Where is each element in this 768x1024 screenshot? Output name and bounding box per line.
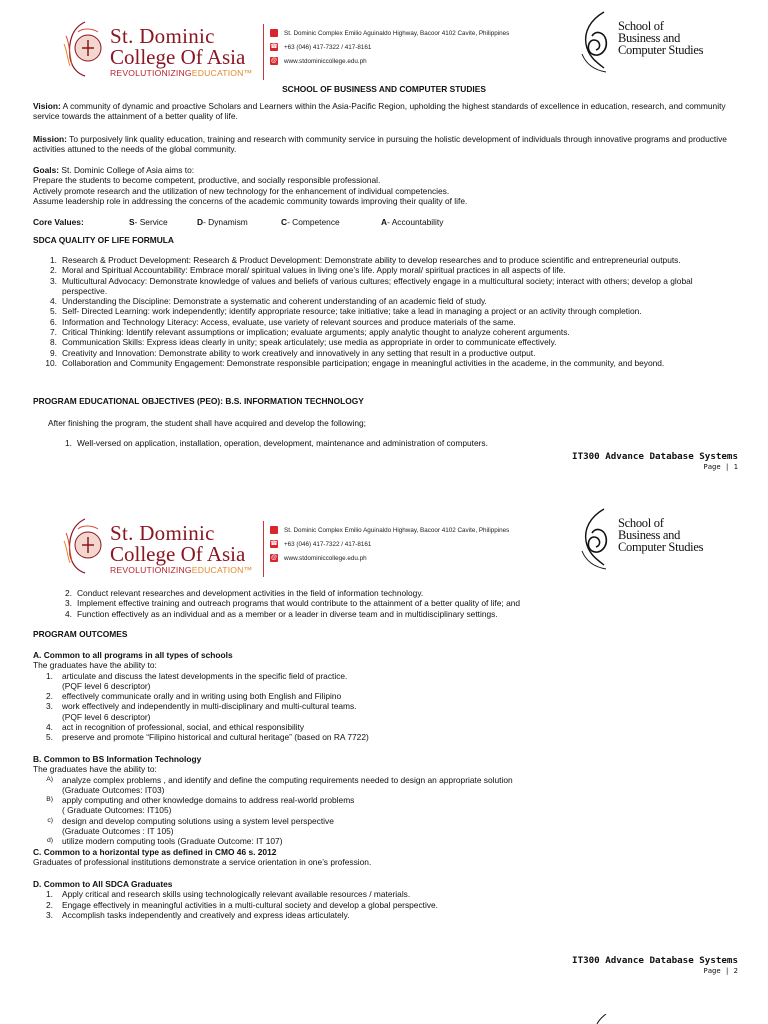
list-item: 10. Collaboration and Community Engagement: Demonstrate responsible participation; engage in meaningful activities in the academe, in the community, and beyond. [45,357,665,368]
outcomes-b [33,754,739,867]
website-text: www.stdominiccollege.edu.ph [284,58,367,65]
list-item: 4. Function effectively as an individual and as a member or a leader in diverse team and in multidisciplinary settings. [65,608,498,619]
list-item: 2. effectively communicate orally and in writing using both English and Filipino [46,691,342,702]
vision-label: Vision: [33,101,61,111]
address-text: St. Dominic Complex Emilio Aguinaldo Highway, Bacoor 4102 Cavite, Philippines [284,30,510,37]
list-item: 1. Research & Product Development: Research & Product Development: Demonstrate ability to develop researches and to produce scientific and entrepreneurial outputs. [50,255,681,265]
outcomes-d [33,879,739,920]
contact-block [270,27,548,69]
college-name-line2: College Of Asia [110,542,246,566]
list-item: c) design and develop computing solutions using a system level perspective (Graduate Outcomes : IT 105) [47,815,334,837]
list-item: 4. act in recognition of professional, social, and ethical responsibility [46,722,305,733]
outcomes-a [33,650,739,743]
page-header [0,0,768,88]
list-item: 3. work effectively and independently in multi-disciplinary and multi-cultural teams. (PQF level 6 descriptor) [46,701,357,722]
section-a-heading: A. Common to all programs in all types of schools [33,650,233,660]
section-a-list [33,671,739,743]
page-footer [572,955,738,976]
list-item: 6. Information and Technology Literacy: Access, evaluate, use variety of relevant sources and produce materials of the same. [50,316,516,327]
core-value-item: D- Dynamism [197,217,248,227]
goals-label: Goals: [33,165,60,175]
mission-paragraph [33,134,739,155]
list-item: 1. Apply critical and research skills using technologically relevant available resources / materials. [46,889,411,900]
section-a-intro: The graduates have the ability to: [33,660,157,671]
school-emblem-icon [576,507,620,573]
list-item: 4. Understanding the Discipline: Demonstrate a systematic and coherent understanding of an academic field of study. [50,296,487,307]
vision-text: A community of dynamic and proactive Scholars and Learners within the Asia-Pacific Region, upholding the highest standards of excellence in education, research, and community service towards the attainment of a better quality of life. [33,101,726,122]
section-b-list [33,775,739,847]
vision-paragraph [33,101,739,122]
college-name-line1: St. Dominic [110,24,215,48]
school-logo-text: School of Business and Computer Studies [618,19,704,57]
list-item: 7. Critical Thinking: Identify relevant assumptions or implication; evaluate arguments; apply analytic thought to analyze coherent arguments. [50,327,570,338]
school-logo-text: School of Business and Computer Studies [618,516,704,554]
list-item: 2. Engage effectively in meaningful activities in a multi-cultural society and develop a global perspective. [46,899,438,910]
list-item: 3. Implement effective training and outreach programs that would contribute to the attainment of a better quality of life; and [65,598,521,609]
page-1 [0,0,768,480]
college-crest-icon [62,18,108,80]
school-logo [576,507,756,577]
tagline-part1: REVOLUTIONIZING [110,565,192,575]
website-text: www.stdominiccollege.edu.ph [284,555,367,562]
qol-heading: SDCA QUALITY OF LIFE FORMULA [33,235,174,245]
list-item: 8. Communication Skills: Express ideas clearly in unity; speak articulately; use media as appropriate in order to communicate effectively. [50,337,557,348]
peo-heading: PROGRAM EDUCATIONAL OBJECTIVES (PEO): B.S. INFORMATION TECHNOLOGY [33,396,364,406]
college-logo [62,515,262,577]
peo-list [48,438,738,448]
mission-text: To purposively link quality education, training and research with community service in pursuing the holistic development of individuals through innovative programs and productive activities attuned to the needs of the global community. [33,134,727,155]
list-item: 9. Creativity and Innovation: Demonstrate ability to work creatively and innovatively in any setting that result in a productive output. [50,347,536,358]
goals-line: Prepare the students to become competent, productive, and socially responsible professional. [33,175,381,186]
course-title: IT300 Advance Database Systems [572,451,738,462]
phone-icon: ☎ [270,44,278,51]
peo-intro: After finishing the program, the student shall have acquired and develop the following; [48,418,366,428]
outcomes-heading: PROGRAM OUTCOMES [33,629,128,639]
list-item: 3. Multicultural Advocacy: Demonstrate knowledge of values and beliefs of various cultures; effectively engage in a multicultural society; interact with others; develop a global perspective. [50,275,693,296]
page-header [0,497,768,585]
list-item: 5. Self- Directed Learning: work independently; identify appropriate resource; take initiative; take a lead in managing a project or an activity through completion. [50,306,642,317]
list-item: 2. Moral and Spiritual Accountability: Embrace moral/ spiritual values in living one’s life. Apply moral/ spiritual practices in all aspects of life. [50,265,566,276]
header-divider [263,24,264,80]
location-icon [270,526,278,534]
section-d-heading: D. Common to All SDCA Graduates [33,879,173,889]
list-item: 1. articulate and discuss the latest developments in the specific field of practice. (PQF level 6 descriptor) [46,670,348,691]
section-d-list [33,889,739,920]
college-logo [62,18,262,80]
next-page-emblem-fragment-icon [594,1014,608,1024]
address-text: St. Dominic Complex Emilio Aguinaldo Highway, Bacoor 4102 Cavite, Philippines [284,527,510,534]
tagline-part2: EDUCATION™ [191,565,253,575]
phone-icon: ☎ [270,541,278,548]
page-2 [0,497,768,997]
qol-list [33,255,739,368]
list-item: 5. preserve and promote “Filipino historical and cultural heritage” (based on RA 7722) [46,732,369,743]
section-c-heading: C. Common to a horizontal type as defined in CMO 46 s. 2012 [33,846,277,857]
college-name-line2: College Of Asia [110,45,246,69]
phone-text: +63 (046) 417-7322 / 417-8161 [284,44,372,51]
web-icon: @ [270,58,278,65]
college-name-line1: St. Dominic [110,521,215,545]
document-title: SCHOOL OF BUSINESS AND COMPUTER STUDIES [282,84,486,94]
core-values-label: Core Values: [33,217,84,227]
section-b-intro: The graduates have the ability to: [33,764,157,775]
section-c-text: Graduates of professional institutions demonstrate a service orientation in one’s profession. [33,856,372,867]
mission-label: Mission: [33,134,67,144]
core-values [33,217,739,227]
list-item: 3. Accomplish tasks independently and creatively and express ideas articulately. [46,909,350,920]
location-icon [270,29,278,37]
college-crest-icon [62,515,108,577]
course-title: IT300 Advance Database Systems [572,955,738,966]
core-value-item: A- Accountability [381,217,444,227]
web-icon: @ [270,555,278,562]
goals-intro: St. Dominic College of Asia aims to: [61,165,195,175]
page-number: Page | 1 [703,462,738,471]
school-logo [576,10,756,80]
page-number: Page | 2 [703,966,738,975]
tagline-part1: REVOLUTIONIZING [110,68,192,78]
core-value-item: S- Service [129,217,168,227]
list-item: 1. Well-versed on application, installation, operation, development, maintenance and administration of computers. [65,438,488,448]
college-tagline [110,68,252,78]
section-b-heading: B. Common to BS Information Technology [33,754,202,764]
list-item: 2. Conduct relevant researches and development activities in the field of information technology. [65,588,424,598]
list-item: B) apply computing and other knowledge domains to address real-world problems ( Graduate Outcomes: IT105) [46,795,355,816]
goals-line: Assume leadership role in addressing the concerns of the academic community towards improving their quality of life. [33,195,468,206]
goals-section [33,165,739,206]
peo-list-continued [48,588,738,619]
contact-block [270,524,548,566]
tagline-part2: EDUCATION™ [191,68,253,78]
core-value-item: C- Competence [281,217,340,227]
college-tagline [110,565,252,575]
page-footer [572,451,738,472]
phone-text: +63 (046) 417-7322 / 417-8161 [284,541,372,548]
school-emblem-icon [576,10,620,76]
list-item: A) analyze complex problems , and identify and define the computing requirements needed to design an appropriate solution (Graduate Outcomes: IT03) [46,774,513,795]
goals-line: Actively promote research and the utilization of new technology for the enhancement of individual competencies. [33,185,450,196]
list-item: d) utilize modern computing tools (Graduate Outcome: IT 107) [46,836,283,847]
header-divider [263,521,264,577]
